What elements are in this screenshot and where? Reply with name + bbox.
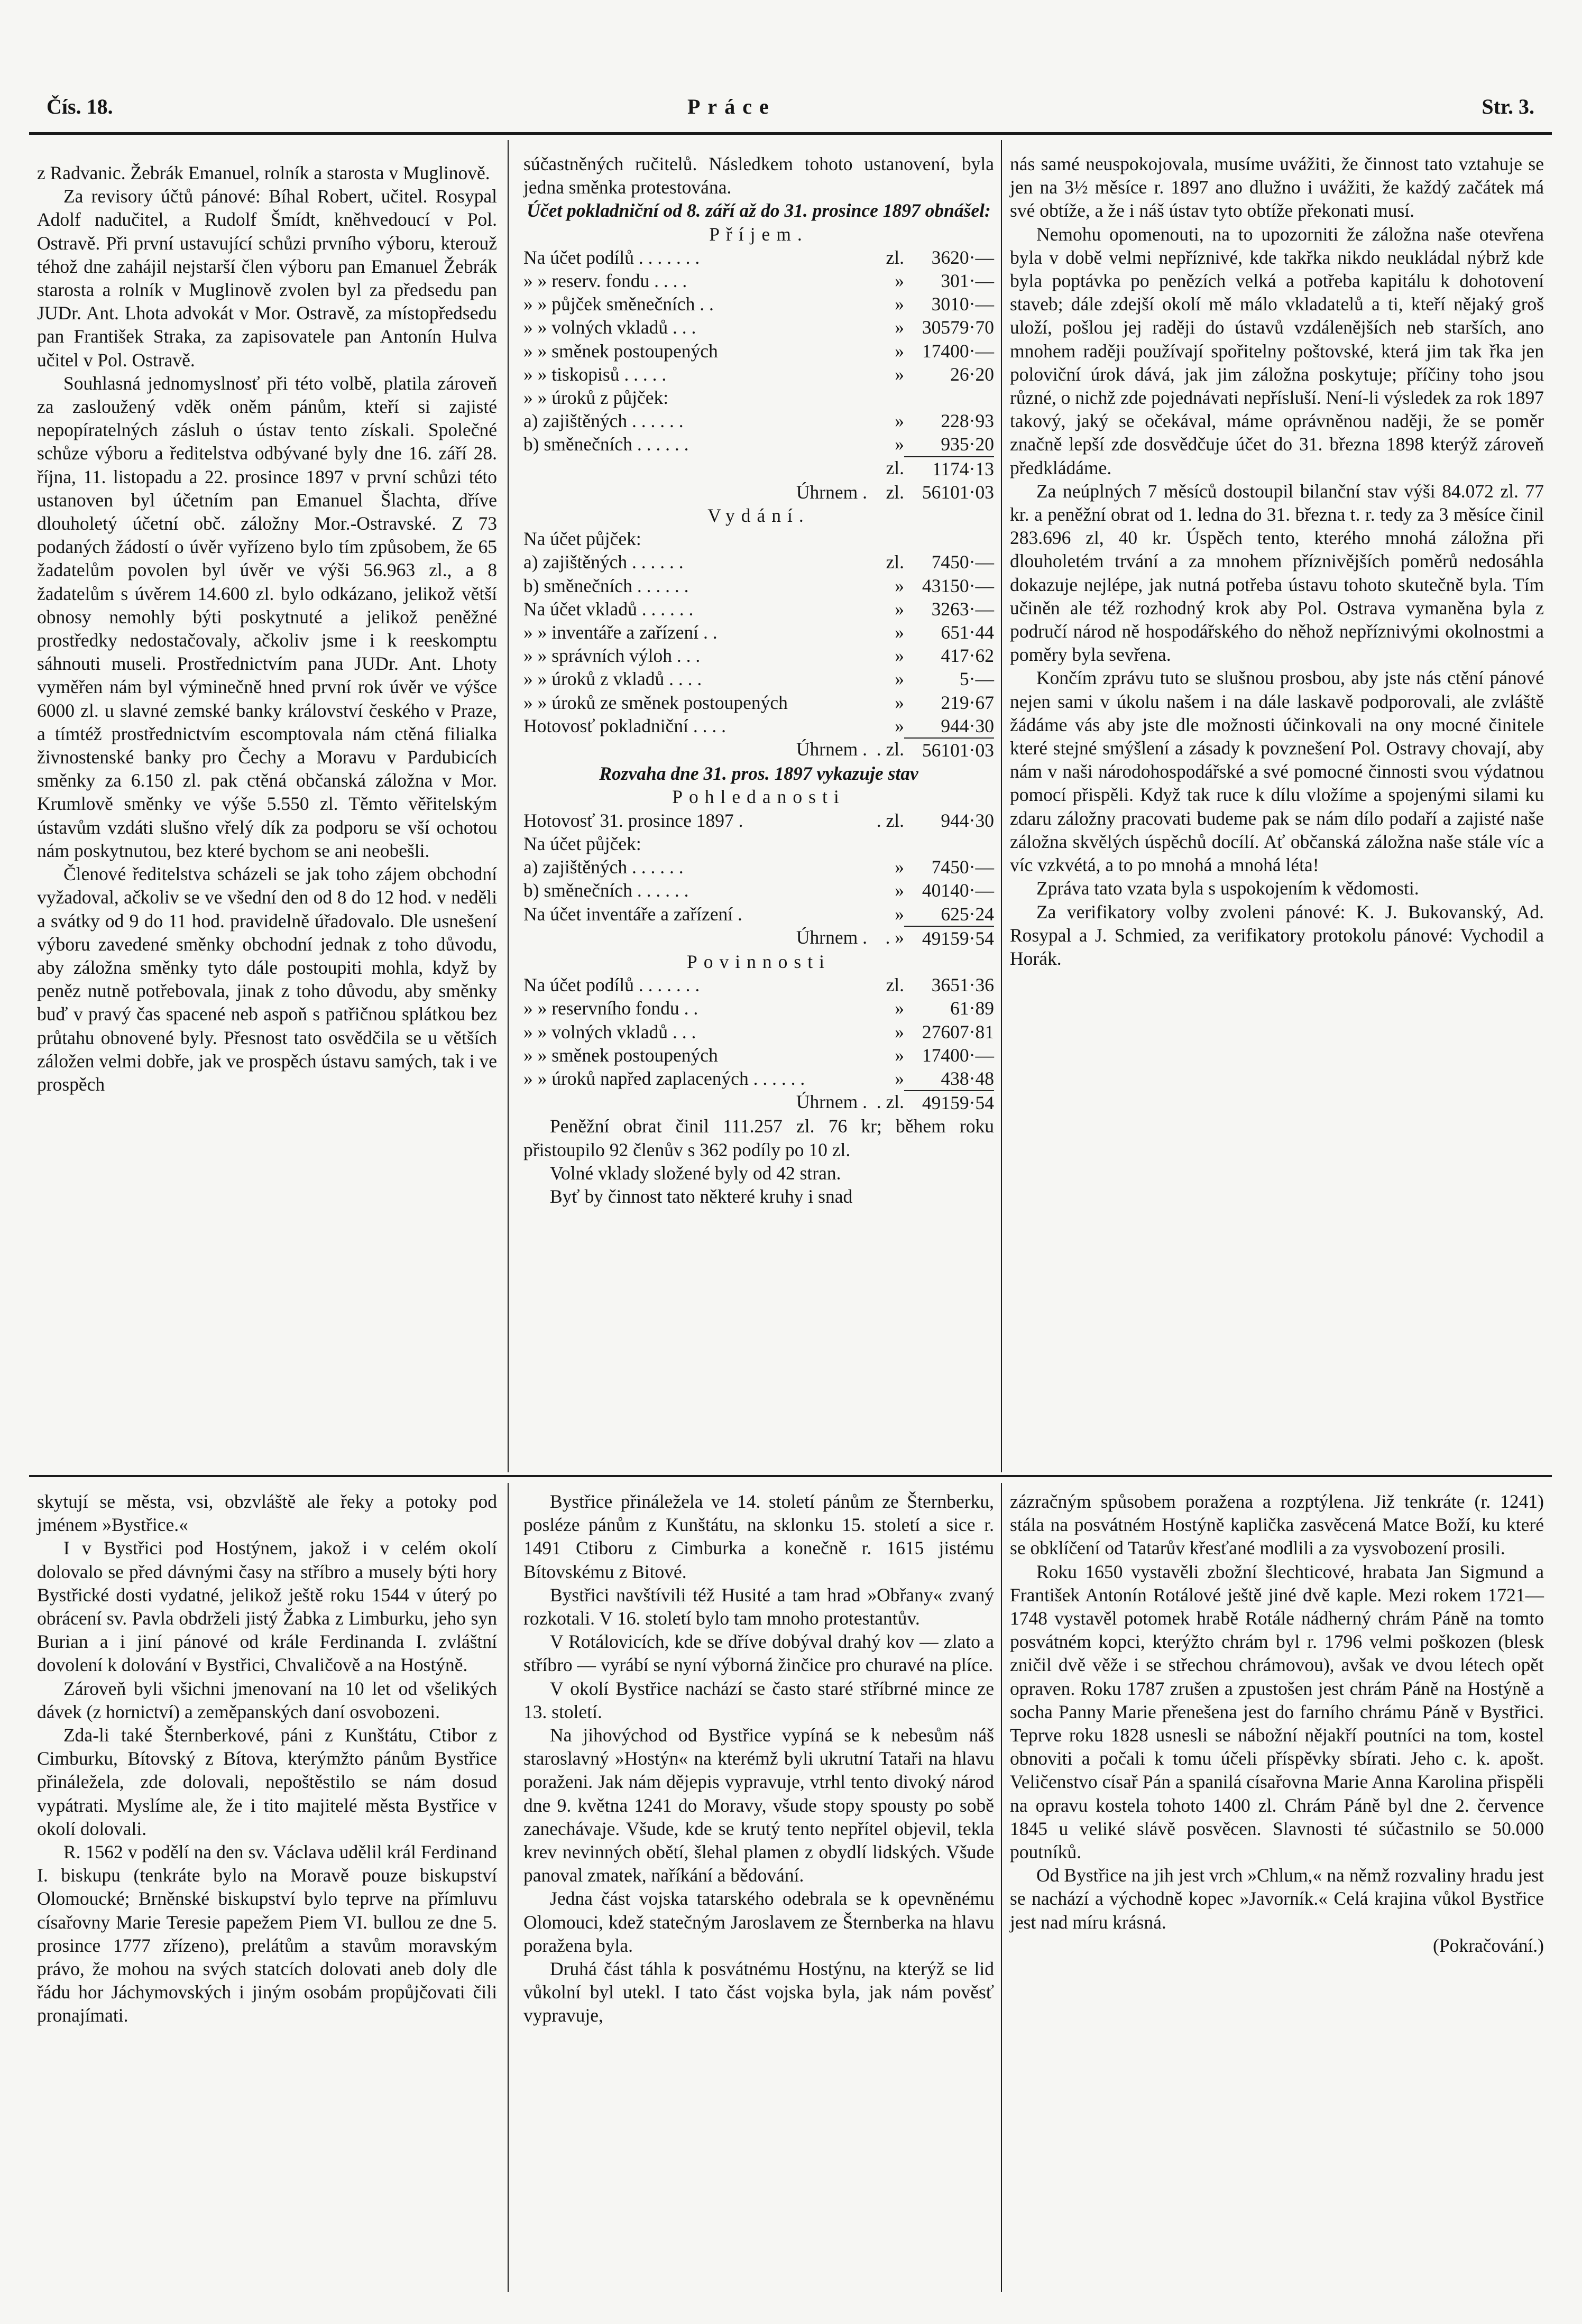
currency: » — [895, 1021, 904, 1043]
paragraph: súčastněných ručitelů. Následkem tohoto ustanovení, byla jedna směnka protestována. — [523, 153, 994, 198]
amount: 3263·— — [931, 598, 994, 620]
newspaper-title: Práce — [687, 95, 776, 118]
ledger-row — [523, 855, 994, 879]
ledger-label: » » volných vkladů . . . — [523, 317, 696, 338]
ledger-label: » » úroků napřed zaplacených . . . . . . — [523, 1067, 805, 1089]
paragraph: Končím zprávu tuto se slušnou prosbou, aby jste nás ctění pánové nejen sami v úkolu našem i na dále laskavě podporovali, ale zvláště žádáme vás aby jste dle možnosti účinkovali na ony mocné činitele které stejné smýšlení a zásady k povznešení Pol. Ostravy chovají, aby nám v naši národohospodářské a své pomocné činnosti svou výdatnou pomocí přispěli. Když tak ruce k dílu vložíme a spojenými silami ku zdaru záložny pracovati budeme pak se nám dílo podaří a zajisté naše záložna skvělých úspěchů docílí. Ať občanská záložna naše stále víc a víc vzkvétá, a to po mnohá a mnohá léta! — [1010, 667, 1544, 876]
assets-total — [523, 926, 994, 950]
ledger-row — [523, 691, 994, 714]
amount: 17400·— — [922, 340, 994, 362]
ledger-row — [523, 574, 994, 597]
ledger-row — [523, 246, 994, 269]
header-rule — [29, 132, 1552, 135]
amount: 417·62 — [941, 645, 994, 667]
amount: 56101·03 — [922, 481, 994, 503]
ledger-label: Na účet podílů . . . . . . . — [523, 246, 700, 268]
expense-table — [523, 527, 994, 737]
amount: 43150·— — [922, 575, 994, 596]
ledger-row — [523, 527, 994, 550]
currency: » — [895, 856, 904, 878]
currency: » — [895, 998, 904, 1019]
paragraph: Bystřice přináležela ve 14. století pánům ze Šternberku, posléze pánům z Kunštátu, na sklonku 15. století a sice r. 1491 Ctiboru z Cimburka a konečně r. 1615 jistému Bítovskému z Bitové. — [523, 1491, 994, 1582]
currency: zl. — [886, 457, 904, 478]
amount — [904, 386, 994, 409]
currency: » — [895, 598, 904, 620]
to-be-continued: (Pokračování.) — [1433, 1934, 1544, 1956]
ledger-label: a) zajištěných . . . . . . — [523, 551, 684, 573]
column-divider-3 — [508, 1483, 509, 2292]
currency: » — [895, 363, 904, 385]
column-divider-1 — [508, 140, 509, 1472]
paragraph: Od Bystřice na jih jest vrch »Chlum,« na němž rozvaliny hradu jest se nachází a východně kopec »Javorník.« Celá krajina vůkol Bystřice jest nad míru krásná. — [1010, 1865, 1544, 1933]
total-label: Úhrnem . — [796, 926, 867, 948]
ledger-label: » » úroků ze směnek postoupených — [523, 691, 788, 713]
paragraph: Zpráva tato vzata byla s uspokojením k vědomosti. — [1036, 878, 1419, 899]
ledger-label: » » směnek postoupených — [523, 1044, 718, 1066]
ledger-label: » » úroků z vkladů . . . . — [523, 668, 702, 690]
ledger-label: b) směnečních . . . . . . — [523, 880, 689, 901]
paragraph: Zda-li také Šternberkové, páni z Kunštátu, Ctibor z Cimburku, Bítovský z Bítova, kterýmžto pánům Bystřice přináležela, zde dolovali, nepoštěstilo se nám dosud vypátrati. Myslíme ale, že i tito majitelé města Bystřice v okolí dolovali. — [37, 1724, 497, 1839]
ledger-row — [523, 269, 994, 292]
ledger-label: Na účet půjček: — [523, 833, 641, 854]
ledger-label: » » inventáře a zařízení . . — [523, 622, 718, 643]
paragraph: Zároveň byli všichni jmenovaní na 10 let od všelikých dávek (z hornictví) a zeměpanských daní osvobozeni. — [37, 1677, 497, 1722]
paragraph: Členové ředitelstva scházeli se jak toho zájem obchodní vyžadoval, ačkoliv se ve všední den od 8 do 12 hod. v neděli a svátky od 9 do 11 hod. pravidelně úřadovalo. Dle usnešení výboru zavedené směnky obchodní jednak z toho důvodu, aby záložna směnky tyto dále postoupiti mohla, když by peněz nutně potřebovala, jinak z toho důvodu, aby směnky buď v pravý čas spacené neb aspoň s patřičnou splátkou bez průtahu obnovené byly. Přesnost tato osvědčila se u větších záložen velmi dobře, jak ve prospěch ústavu samých, tak i ve prospěch — [37, 863, 497, 1095]
income-total — [523, 481, 994, 504]
ledger-row — [523, 809, 994, 832]
ledger-row — [523, 997, 994, 1020]
ledger-row — [523, 1067, 994, 1090]
ledger-row — [523, 1020, 994, 1044]
amount: 26·20 — [950, 363, 994, 385]
ledger-row — [523, 879, 994, 902]
ledger-label: Hotovosť 31. prosince 1897 . — [523, 809, 743, 831]
amount: 7450·— — [931, 551, 994, 573]
currency: » — [895, 293, 904, 315]
amount: 1174·13 — [904, 456, 994, 481]
ledger-label: Hotovosť pokladniční . . . . — [523, 715, 726, 736]
paragraph: V okolí Bystřice nachází se často staré stříbrné mince ze 13. století. — [523, 1677, 994, 1722]
ledger-label: Na účet inventáře a zařízení . — [523, 903, 742, 925]
amount: 30579·70 — [922, 317, 994, 338]
ledger-row — [523, 1044, 994, 1067]
ledger-row — [523, 621, 994, 644]
feuilleton-column-2 — [523, 1490, 994, 2027]
currency: » — [895, 691, 904, 713]
currency: . zl. — [876, 1091, 904, 1113]
currency: » — [895, 880, 904, 901]
currency — [867, 527, 904, 550]
paragraph: Souhlasná jednomyslnosť při této volbě, platila zároveň za zasloužený vděk oněm pánům, kteří si zajisté nepopíratelných zásluh o ústav tento získali. Společné schůze výboru a ředitelstva odbývané byly dne 16. září 28. října, 11. listopadu a 22. prosince 1897 v první schůzi této ustanoven byl účetním pan Emanuel Šlachta, dříve dlouholetý účetní obč. záložny Mor.-Ostravské. Z 73 podaných žádostí o úvěr vyřízeno bylo tím způsobem, že 65 žadatelům povolen byl úvěr ve výši 56.963 zl., a 8 žadatelům s úvěrem 14.600 zl. bylo odkázano, jelikož větší obnosy nemohly býti poskytnuté a jelikož peněžné prostředky nedostačovaly, ačkoliv jsme i k reeskomptu sáhnouti museli. Prostřednictvím pana JUDr. Ant. Lhoty vyměřen nám byl výminečně hned první rok úvěr ve výšce 6000 zl. u slavné zemské banky království českého v Praze, a tímtéž prostřednictvím escomptovala nám ctěná filialka živnostenské banky pro Čechy a Moravu v Pardubicích směnky za 6.150 zl. pak ctěná občanská záložna v Mor. Krumlově směnky ve výše 5.550 zl. Těmto věřitelským ústavům vzdáti slušno vřelý dík za podporu se vší ochotou nám poskytnutou, bez které bychom se ani neobešli. — [37, 372, 497, 861]
currency: » — [895, 410, 904, 432]
ledger-label: Na účet vkladů . . . . . . — [523, 598, 694, 620]
currency: » — [895, 575, 904, 596]
column-divider-2 — [1001, 140, 1002, 1472]
article-column-3 — [1010, 152, 1544, 970]
liabilities-heading: Povinnosti — [687, 951, 831, 972]
ledger-row — [523, 973, 994, 997]
paragraph: Roku 1650 vystavěli zbožní šlechticové, hrabata Jan Sigmund a František Antonín Rotálové ještě jiné dvě kaple. Mezi rokem 1721—1748 vystavěl potomek hrabě Rotále nádherný chrám Páně na tomto posvátném kopci, kterýžto chrám byl r. 1796 velmi poškozen (blesk zničil dvě věže i se střechou chrámovou), avšak ve dvou létech opět opraven. Roku 1787 zrušen a zpustošen jest chrám Páně na Hostýně a socha Panny Marie přenešena jest do farního chrámu Páně v Bystřici. Teprve roku 1828 usnesli se nábožní nějakří poutníci na tom, kostel obnoviti a počali k tomu účeli příspěvky sbírati. Jeho c. k. apošt. Veličenstvo císař Pán a spanilá císařovna Marie Anna Karolina přispěli na opravu kostela tohoto 1400 zl. Chrám Páně byl dne 2. července 1845 u veliké slávě posvěcen. Slavnosti té súčastnilo se 50.000 poutníků. — [1010, 1561, 1544, 1863]
ledger-row — [523, 456, 994, 481]
amount: 49159·54 — [904, 1090, 994, 1114]
amount: 27607·81 — [922, 1021, 994, 1043]
amount: 625·24 — [941, 903, 994, 925]
assets-table — [523, 809, 994, 926]
ledger-label: a) zajištěných . . . . . . — [523, 410, 684, 432]
amount: 3651·36 — [931, 974, 994, 996]
currency: » — [895, 317, 904, 338]
section-rule — [29, 1475, 1552, 1477]
total-label: Úhrnem . — [796, 481, 867, 503]
amount: 219·67 — [941, 691, 994, 713]
paragraph: Druhá část táhla k posvátnému Hostýnu, na kterýž se lid vůkolní byl utekl. I tato část vojska byla, jak nám pověsť vypravuje, — [523, 1958, 994, 2026]
ledger-row — [523, 667, 994, 690]
ledger-row — [523, 292, 994, 316]
ledger-label: a) zajištěných . . . . . . — [523, 856, 684, 878]
currency: » — [895, 434, 904, 455]
ledger-label: Na účet půjček: — [523, 528, 641, 550]
ledger-label: Na účet podílů . . . . . . . — [523, 974, 700, 996]
currency: . » — [885, 926, 904, 948]
currency: » — [895, 645, 904, 667]
currency: zl. — [886, 246, 904, 268]
feuilleton-column-1 — [37, 1490, 497, 2027]
currency: . zl. — [876, 809, 904, 831]
paragraph: Nemohu opomenouti, na to upozorniti že záložna naše otevřena byla v době velmi nepříznivé, kde takřka nikdo neukládal nýbrž kde byla poptávka po penězích velká a potřeba kapitálu k dohotovení staveb; dále zdejší okolí mě málo vkladatelů a ti, kteří nějaký groš uloží, pošlou jej raději do ústavů vzdálenějších neb starších, ano mnohem raději používají spořitelny poštovské, která jim tak řka jen poloviční úrok dává, jak jim záložna poskytuje; příčiny toho jsou různé, o nichž zde pojednávati nepřísluší. Není-li výsledek za rok 1897 takový, jaký se očekával, máme oprávněnou naději, že se poměr značně lepší zde dosvědčuje účet do 31. března 1898 kterýž zároveň předkládáme. — [1010, 223, 1544, 478]
ledger-label: » » reservního fondu . . — [523, 998, 698, 1019]
paragraph: Volné vklady složené byly od 42 stran. — [550, 1162, 841, 1184]
amount — [904, 832, 994, 855]
paragraph: z Radvanic. Žebrák Emanuel, rolník a starosta v Muglinově. — [37, 162, 490, 183]
paragraph: Peněžní obrat činil 111.257 zl. 76 kr; během roku přistoupilo 92 členův s 362 podíly po 10 zl. — [523, 1115, 994, 1160]
paragraph: Jedna část vojska tatarského odebrala se k opevněnému Olomouci, kdež statečným Jaroslavem ze Šternberka na hlavu poražena byla. — [523, 1888, 994, 1956]
ledger-row — [523, 432, 994, 456]
amount: 935·20 — [941, 434, 994, 455]
currency: » — [895, 1044, 904, 1066]
paragraph: Byť by činnost tato některé kruhy i snad — [550, 1185, 853, 1207]
ledger-label: » » směnek postoupených — [523, 340, 718, 362]
ledger-row — [523, 597, 994, 621]
currency: » — [895, 715, 904, 736]
feuilleton-column-3 — [1010, 1490, 1544, 1957]
assets-heading: Pohledanosti — [672, 786, 845, 808]
ledger-row — [523, 550, 994, 574]
amount: 651·44 — [941, 622, 994, 643]
currency: » — [895, 903, 904, 925]
amount: 228·93 — [941, 410, 994, 432]
ledger-row — [523, 644, 994, 667]
paragraph: Bystřici navštívili též Husité a tam hrad »Obřany« zvaný rozkotali. V 16. století bylo tam mnoho protestantův. — [523, 1584, 994, 1629]
ledger-row — [523, 409, 994, 432]
page-number: Str. 3. — [1482, 95, 1534, 118]
currency: » — [895, 622, 904, 643]
ledger-row — [523, 902, 994, 926]
amount: 301·— — [941, 270, 994, 292]
article-column-1 — [37, 161, 497, 1096]
currency — [867, 832, 904, 855]
currency: . zl. — [876, 739, 904, 760]
total-label: Úhrnem . — [796, 739, 867, 760]
total-label: Úhrnem . — [796, 1091, 867, 1113]
amount: 3010·— — [931, 293, 994, 315]
amount: 61·89 — [950, 998, 994, 1019]
ledger-label: » » reserv. fondu . . . . — [523, 270, 687, 292]
balance-title: Rozvaha dne 31. pros. 1897 vykazuje stav — [599, 763, 918, 785]
amount: 5·— — [959, 668, 994, 690]
issue-number: Čís. 18. — [47, 95, 113, 118]
paragraph: Za verifikatory volby zvoleni pánové: K. J. Bukovanský, Ad. Rosypal a J. Schmied, za verifikatory protokolu pánové: Vychodil a Horák. — [1010, 901, 1544, 969]
amount: 49159·54 — [904, 926, 994, 950]
paragraph: V Rotálovicích, kde se dříve dobýval drahý kov — zlato a stříbro — vyrábí se nyní výborná žinčice pro churavé na plíce. — [523, 1631, 994, 1676]
ledger-row — [523, 386, 994, 409]
liabilities-table — [523, 973, 994, 1090]
paragraph: nás samé neuspokojovala, musíme uvážiti, že činnost tato vztahuje se jen na 3½ měsíce r. 1897 ano dlužno i uvážiti, že každý začátek má své obtíže, a že i náš ústav tyto obtíže překonati musí. — [1010, 153, 1544, 222]
ledger-label — [523, 456, 867, 481]
amount: 944·30 — [941, 809, 994, 831]
amount: 7450·— — [931, 856, 994, 878]
income-heading: Příjem. — [709, 223, 808, 245]
currency: » — [895, 340, 904, 362]
liabilities-total — [523, 1090, 994, 1114]
amount: 40140·— — [922, 880, 994, 901]
ledger-row — [523, 714, 994, 737]
ledger-label: b) směnečních . . . . . . — [523, 434, 689, 455]
ledger-label: » » půjček směnečních . . — [523, 293, 714, 315]
accounts-column — [523, 152, 994, 1208]
ledger-label: » » volných vkladů . . . — [523, 1021, 696, 1043]
currency: » — [895, 668, 904, 690]
currency: zl. — [886, 551, 904, 573]
amount: 56101·03 — [904, 737, 994, 762]
ledger-label: » » správních výloh . . . — [523, 645, 701, 667]
ledger-row — [523, 339, 994, 363]
ledger-label: » » tiskopisů . . . . . — [523, 363, 667, 385]
ledger-row — [523, 316, 994, 339]
currency: » — [895, 270, 904, 292]
ledger-row — [523, 832, 994, 855]
ledger-label: b) směnečních . . . . . . — [523, 575, 689, 596]
amount — [904, 527, 994, 550]
paragraph: R. 1562 v podělí na den sv. Václava udělil král Ferdinand I. biskupu (tenkráte bylo na Moravě pouze biskupství Olomoucké; Brněnské biskupství bylo teprve na přímluvu císařovny Marie Teresie papežem Piem VI. bullou ze dne 5. prosince 1777 zřízeno), prelátům a stavům moravským právo, že mohou na svých statcích dolovati aneb doly dle řádu hor Jáchymovských i jiným osobám propůjčovati čili pronajímati. — [37, 1841, 497, 2026]
amount: 17400·— — [922, 1044, 994, 1066]
expense-total — [523, 737, 994, 762]
currency: » — [895, 1067, 904, 1089]
paragraph: Za neúplných 7 měsíců dostoupil bilanční stav výši 84.072 zl. 77 kr. a peněžní obrat od 1. ledna do 31. března t. r. tedy za 3 měsíce činil 283.696 zl, 40 kr. Úspěch tento, kterého mnohá záložna při dlouholetém trvání a za mnohem příznivějších poměrů nedosáhla dokazuje nejlépe, jak nutná potřeba ústavu tohoto skutečně byla. Tím učiněn ale též rozhodný krok aby Pol. Ostrava vymaněna byla z područí národ ně hospodářského do něhož nepříznivými okolnostmi a poměry byla sevřena. — [1010, 480, 1544, 666]
expense-heading: Vydání. — [707, 505, 810, 527]
currency: zl. — [886, 481, 904, 503]
paragraph: skytují se města, vsi, obzvláště ale řeky a potoky pod jménem »Bystřice.« — [37, 1491, 497, 1536]
ledger-label: » » úroků z půjček: — [523, 387, 669, 409]
amount: 944·30 — [941, 715, 994, 736]
paragraph: Za revisory účtů pánové: Bíhal Robert, učitel. Rosypal Adolf nadučitel, a Rudolf Šmídt, kněhvedoucí v Pol. Ostravě. Při první ustavující schůzi prvního výboru, kterouž téhož dne zahájil nejstarší člen výboru pan Emanuel Žebrák starosta a rolník v Muglinově zvolen byl za předsedu pan JUDr. Ant. Lhota advokát v Mor. Ostravě, za místopředsedu pan František Straka, za zapisovatele pan Antonín Hulva učitel v Pol. Ostravě. — [37, 186, 497, 371]
ledger-row — [523, 363, 994, 386]
column-divider-4 — [1001, 1483, 1002, 2292]
amount: 438·48 — [941, 1067, 994, 1089]
paragraph: I v Bystřici pod Hostýnem, jakož i v celém okolí dolovalo se před dávnými časy na stříbro a musely býti hory Bystřické dosti vydatné, jelikož ještě roku 1544 v úterý po obrácení sv. Pavla obdrželi jistý Žabka z Limburku, jeho syn Burian a i jiní pánové od krále Ferdinanda I. zvláštní dovolení k dolování v Bystřici, Chvaličově a na Hostýně. — [37, 1537, 497, 1676]
currency: zl. — [886, 974, 904, 996]
income-table — [523, 246, 994, 481]
paragraph: Na jihovýchod od Bystřice vypíná se k nebesům náš staroslavný »Hostýn« na kterémž byli ukrutní Tataři na hlavu poraženi. Jak nám dějepis vypravuje, vtrhl tento divoký národ dne 9. května 1241 do Moravy, všude stopy spousty po sobě zanechávaje. Všude, kde se krutý tento nepřítel objevil, tekla krev nevinných obětí, šlehal plamen z obydlí lidských. Všude panoval zmatek, naříkání a bědování. — [523, 1724, 994, 1886]
currency — [867, 386, 904, 409]
paragraph: zázračným spůsobem poražena a rozptýlena. Již tenkráte (r. 1241) stála na posvátném Hostýně kaplička zasvěcená Matce Boží, ku které se obklíčení od Tatarův křesťané modlili a za vysvobození prosili. — [1010, 1491, 1544, 1559]
amount: 3620·— — [931, 246, 994, 268]
cash-account-title: Účet pokladniční od 8. září až do 31. prosince 1897 obnášel: — [527, 200, 991, 222]
